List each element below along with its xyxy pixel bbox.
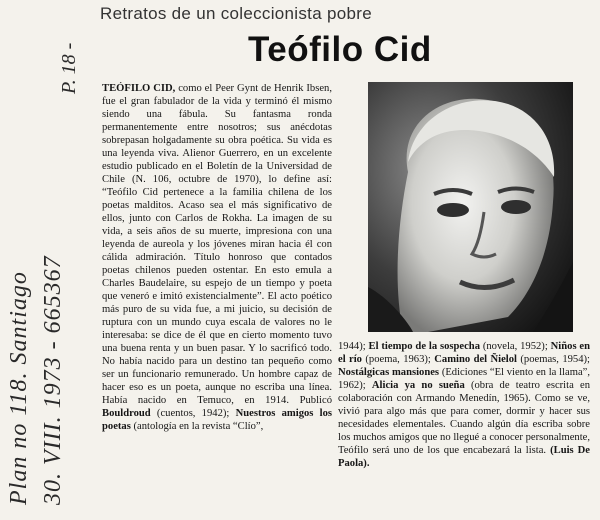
portrait-photo <box>368 82 573 332</box>
book-title: El tiempo de la sospecha <box>368 341 480 352</box>
book-note: 1944); <box>338 341 366 352</box>
article-body-right: (obra de teatro escrita en colaboración con Armando Menedín, 1965). Como se ve, vivió para algo más que para comer, dormir y hacer sus necesidades elementales. Cuando algún día escriba sobre los muchos amigos que no llegué a conocer personalmente, Teófilo será uno de los que encabezará la lista. <box>338 380 590 456</box>
archive-annotation-line-1: Plan no 118. Santiago <box>6 271 32 505</box>
book-note: (cuentos, 1942); <box>156 408 230 419</box>
book-note: (poema, 1963); <box>365 354 431 365</box>
book-title: Nostálgicas mansiones <box>338 367 440 378</box>
article-body-left: como el Peer Gynt de Henrik Ibsen, fue el gran fabulador de la vida y terminó él mismo siendo una fábula. Su fantasma ronda permanentemente entre nosotros; sus anécdotas sobrepasan holgadamente su obra poética. Su vida es una leyenda viva. Alienor Guerrero, en un excelente estudio publicado en el Boletín de la Universidad de Chile (N. 106, octubre de 1970), lo define así: “Teófilo Cid pertenece a la familia chilena de los poetas malditos. Acaso sea el más significativo de ellos, junto con Carlos de Rokha. La imagen de su vida, a seis años de su muerte, impresiona con una leyenda de aureola y los jóvenes miran hacia él con cálida admiración. Título honroso que contados poetas chilenos pueden ostentar. En esto emula a Charles Baudelaire, su espejo de un tiempo y poeta que veneró e imitó existencialmente”. El acto poético más puro de su vida fue, a mi juicio, su decisión de ruptura con un mundo cuya escala de valores no le interesaba: se dice de él que en cierto momento tuvo una buena renta y un buen pasar. Y lo sacrificó todo. No había nacido para un destino tan pequeño como ser un funcionario remunerado. Un hombre capaz de hacer eso es un poeta, aunque no escriba una línea. Había nacido en Temuco, en 1914. Publicó <box>102 83 332 406</box>
book-title: Bouldroud <box>102 408 151 419</box>
article-title: Teófilo Cid <box>248 30 432 69</box>
article-lead: TEÓFILO CID, <box>102 83 176 94</box>
article-column-right <box>338 340 590 516</box>
book-title: Niños en el río <box>338 341 590 365</box>
archive-page-annotation: P. 18 - <box>58 42 80 94</box>
archive-annotation-line-2: 30. VIII. 1973 - 665367 <box>40 255 66 505</box>
book-title: Alicia ya no sueña <box>371 380 465 391</box>
article-kicker: Retratos de un coleccionista pobre <box>100 4 372 23</box>
book-note: (antología en la revista “Clío”, <box>133 421 264 432</box>
book-note: (poemas, 1954); <box>520 354 590 365</box>
book-note: (Ediciones “El viento en la llama”, 1962); <box>338 367 590 391</box>
book-title: Camino del Ñielol <box>434 354 517 365</box>
book-note: (novela, 1952); <box>482 341 548 352</box>
portrait-image <box>368 82 573 332</box>
article-column-left <box>102 82 332 514</box>
book-title: Nuestros amigos los poetas <box>102 408 332 432</box>
article-byline: (Luis De Paola). <box>338 445 590 469</box>
